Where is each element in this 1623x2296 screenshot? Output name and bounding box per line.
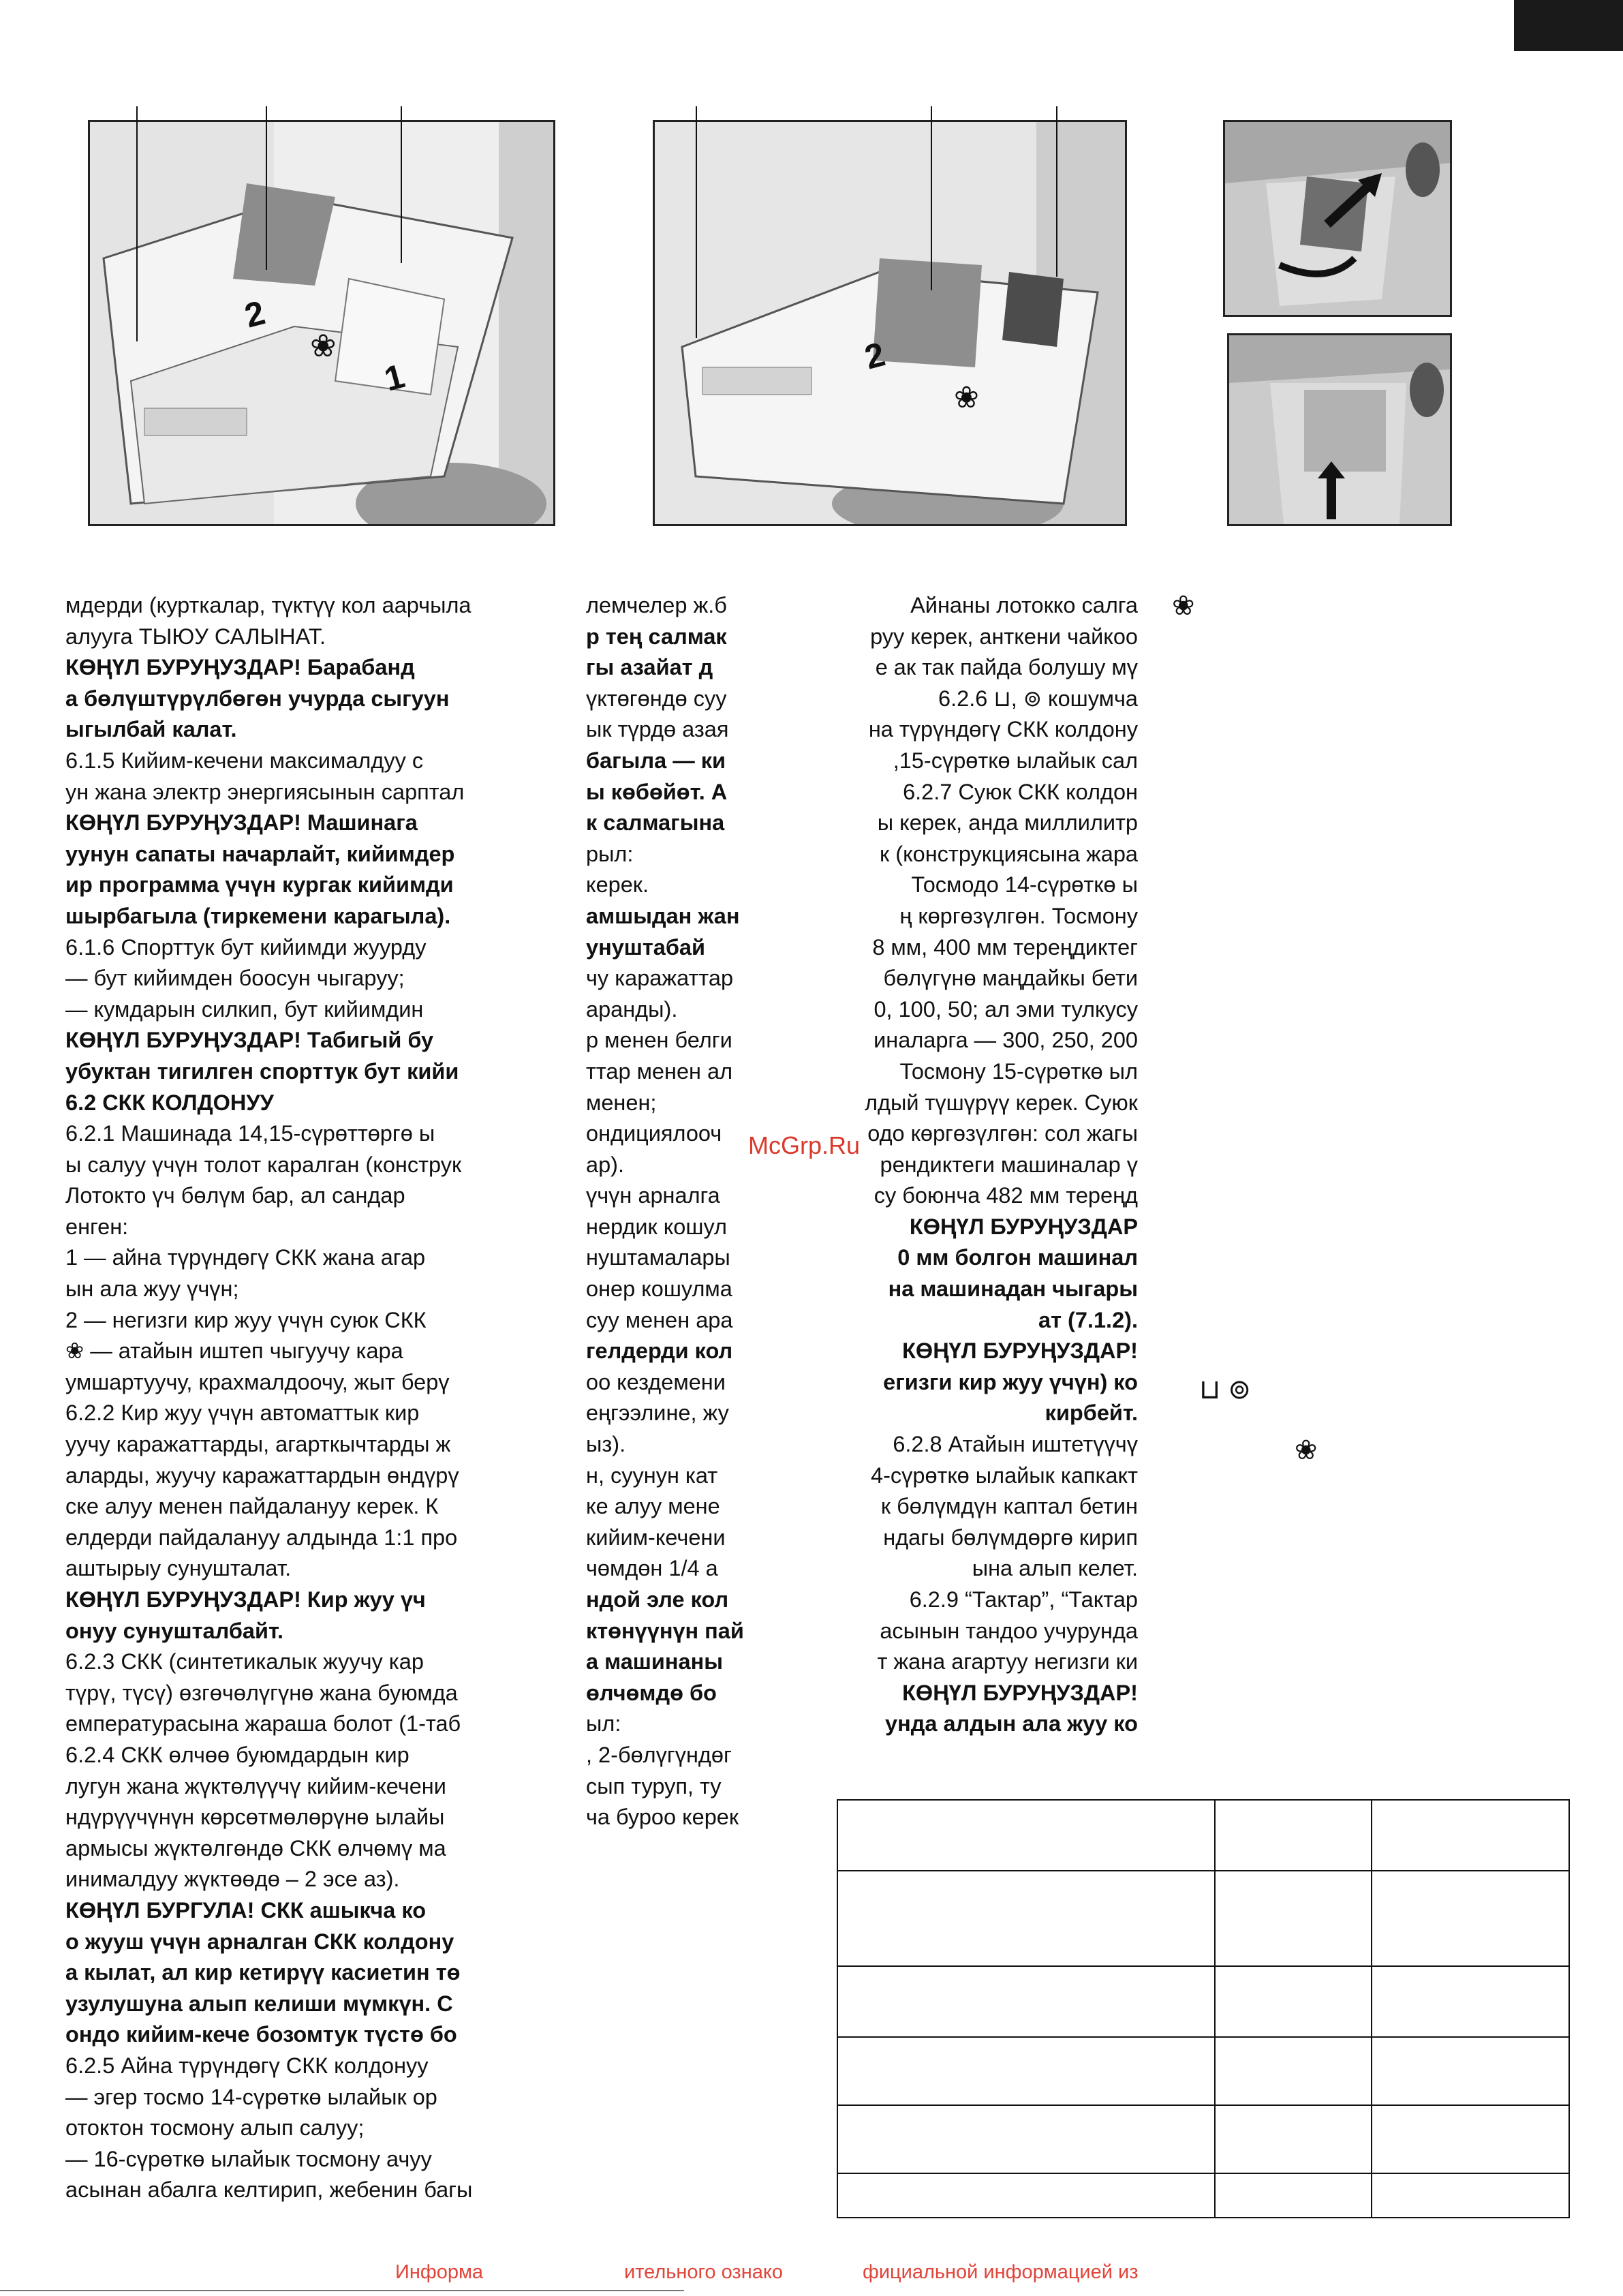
softener-flower-icon: ❀ [1172,591,1195,621]
text-line: — 16-сүрөткө ылайык тосмону ачуу [65,2146,432,2171]
softener-flower-icon: ❀ [1295,1435,1318,1465]
table-cell [1372,2037,1569,2105]
table-cell [1215,2173,1372,2218]
table-cell [1372,1871,1569,1966]
text-line: 2 — негизги кир жуу үчүн суюк СКК [65,1307,427,1332]
text-line: ❀ — атайын иштеп чыгуучу кара [65,1338,403,1364]
text-line: ат (7.1.2). [1038,1307,1138,1332]
text-line: рыл: [586,841,634,866]
footer-text-2: ительного ознако [624,2261,784,2283]
leader-line [696,106,697,338]
text-line: суу менен ара [586,1307,733,1332]
text-line: ндүрүүчүнүн көрсөтмөлөрүнө ылайы [65,1805,445,1830]
text-line: ондициялооч [586,1121,722,1146]
text-line: аранды). [586,996,678,1022]
text-line: ча буроо керек [586,1805,739,1830]
text-line: аларды, жуучу каражаттардын өндүрү [65,1463,459,1488]
leader-line [136,106,138,341]
table-cell [1215,2037,1372,2105]
text-line: керек. [586,872,649,898]
table-cell [1215,1800,1372,1871]
table-cell [837,1800,1215,1871]
table-cell [1372,1800,1569,1871]
text-line: үктөгөндө суу [586,686,727,711]
prewash-symbols-icon: ⊔ ⊚ [1199,1375,1251,1405]
text-line: к бөлүмдүн каптал бетин [880,1494,1138,1519]
table-cell [837,1871,1215,1966]
text-line: уучу каражаттарды, агарткычтарды ж [65,1432,451,1457]
text-line: е ак так пайда болушу мү [875,655,1138,680]
text-line: к салмагына [586,810,725,836]
text-line: оо кездемени [586,1369,726,1394]
text-line: егизги кир жуу үчүн) ко [883,1369,1138,1394]
leader-line [931,106,932,290]
text-line: иналарга — 300, 250, 200 [874,1028,1138,1053]
text-line: асынан абалга келтирип, жебенин багы [65,2177,473,2203]
table-cell [837,2105,1215,2173]
figure-label-softener-symbol: ❀ [310,328,337,363]
text-line: одо көргөзүлгөн: сол жагы [867,1121,1138,1146]
table-cell [1372,2173,1569,2218]
figure-insert-installation [1227,333,1452,526]
text-line: а бөлүштүрүлбөгөн учурда сыгуун [65,686,450,711]
text-line: онуу сунушталбайт. [65,1618,284,1643]
text-line: менен; [586,1090,657,1115]
text-line: нердик кошул [586,1214,727,1239]
text-column-1 [65,590,501,2206]
text-line: ң көргөзүлгөн. Тосмону [899,903,1138,928]
text-line: үчүн арналга [586,1183,720,1208]
text-line: ар). [586,1152,625,1177]
text-line: узулушуна алып келиши мүмкүн. С [65,1991,453,2016]
text-line: ндой эле кол [586,1587,729,1612]
text-line: нуштамалары [586,1245,730,1270]
text-line: рендиктеги машиналар ү [880,1152,1138,1177]
text-line: унда алдын ала жуу ко [885,1711,1138,1736]
text-line: 6.2.9 “Тактар”, “Тактар [909,1587,1138,1612]
text-line: КӨҢҮЛ БУРУҢУЗДАР! Барабанд [65,655,415,680]
text-line: ы керек, анда миллилитр [877,810,1138,836]
text-line: ун жана электр энергиясынын сарптал [65,779,465,804]
text-line: — бут кийимден боосун чыгаруу; [65,966,405,991]
text-line: 6.2.5 Айна түрүндөгү СКК колдонуу [65,2053,429,2078]
text-line: т жана агартуу негизги ки [877,1649,1138,1674]
text-line: 0, 100, 50; ал эми тулкусу [874,996,1138,1022]
text-line: уунун сапаты начарлайт, кийимдер [65,841,455,866]
table-cell [837,2173,1215,2218]
text-line: — кумдарын силкип, бут кийимдин [65,996,424,1022]
text-line: өлчөмдө бо [586,1680,717,1705]
text-line: 6.2.8 Атайын иштетүүчү [893,1432,1138,1457]
text-line: р тең салмак [586,624,727,649]
text-line: 6.2.7 Суюк СКК колдон [903,779,1138,804]
figure-label-compartment-2: 2 [241,293,269,335]
text-line: ык түрдө азая [586,717,729,742]
text-line: су боюнча 482 мм тереңд [874,1183,1138,1208]
text-line: КӨҢҮЛ БУРУҢУЗДАР! [902,1680,1138,1705]
text-line: ттар менен ал [586,1058,733,1084]
text-line: 6.1.6 Спорттук бут кийимди жуурду [65,934,427,960]
text-line: , 2-бөлүгүндөг [586,1742,732,1767]
text-line: Лотокто үч бөлүм бар, ал сандар [65,1183,405,1208]
text-line: руу керек, анткени чайкоо [870,624,1138,649]
text-line: инималдуу жүктөөдө – 2 эсе аз). [65,1867,400,1892]
text-line: бөлүгүнө маңдайкы бети [883,966,1138,991]
figure-insert-removal [1223,120,1452,317]
text-line: лдый түшүрүү керек. Суюк [865,1090,1138,1115]
text-line: багыла — ки [586,748,726,773]
text-line: а машинаны [586,1649,723,1674]
text-line: убуктан тигилген спорттук бут кийи [65,1058,459,1084]
text-line: Тосмодо 14-сүрөткө ы [911,872,1138,898]
text-line: гелдерди кол [586,1338,733,1364]
figure-label-softener-symbol: ❀ [954,381,979,414]
text-line: на машинадан чыгары [888,1276,1138,1302]
text-line: КӨҢҮЛ БУРУҢУЗДАР! [902,1338,1138,1364]
text-line: на түрүндөгү СКК колдону [868,717,1138,742]
text-line: ске алуу менен пайдалануу керек. К [65,1494,439,1519]
text-line: КӨҢҮЛ БУРГУЛА! СКК ашыкча ко [65,1897,427,1923]
text-line: 6.2.6 ⊔, ⊚ кошумча [938,686,1138,711]
text-line: аштырыу сунушталат. [65,1556,292,1581]
text-line: а кылат, ал кир кетирүү касиетин тө [65,1960,461,1985]
text-column-3 [852,590,1138,1740]
table-cell [1215,1966,1372,2037]
figure-label-compartment-1: 1 [380,356,409,399]
text-line: 8 мм, 400 мм тереңдиктег [872,934,1138,960]
text-line: ын ала жуу үчүн; [65,1276,239,1302]
reference-table [837,1799,1570,2218]
text-line: 6.2.3 СКК (синтетикалык жуучу кар [65,1649,424,1674]
text-column-2 [586,590,779,1833]
footer-text-1: Информа [395,2261,484,2283]
text-line: чөмдөн 1/4 а [586,1556,718,1581]
text-line: 4-сүрөткө ылайык капкакт [871,1463,1138,1488]
text-line: о жууш үчүн арналган СКК колдону [65,1929,454,1954]
text-line: еңгээлине, жу [586,1400,729,1426]
page-tab-marker [1514,0,1623,51]
text-line: шырбагыла (тиркемени карагыла). [65,903,451,928]
text-line: лемчелер ж.б [586,593,727,617]
leader-line [401,106,402,263]
text-line: ыгылбай калат. [65,717,237,742]
text-line: 6.2.1 Машинада 14,15-сүрөттөргө ы [65,1121,435,1146]
figure-label-compartment-2: 2 [861,335,889,377]
footer-text-3: фициальной информацией из [863,2261,1139,2283]
text-line: умшартуучу, крахмалдоочу, жыт берү [65,1369,450,1394]
footer-rule [0,2290,684,2291]
text-line: ир программа үчүн кургак кийимди [65,872,454,898]
text-line: чу каражаттар [586,966,734,991]
text-line: кийим-кечени [586,1525,726,1550]
text-line: 6.2.4 СКК өлчөө буюмдардын кир [65,1742,409,1767]
text-line: ке алуу мене [586,1494,720,1519]
text-line: асынын тандоо учурунда [880,1618,1138,1643]
text-line: ына алып келет. [972,1556,1138,1581]
text-line: кирбейт. [1045,1400,1138,1426]
watermark: McGrp.Ru [748,1131,861,1159]
text-line: гы азайат д [586,655,713,680]
text-line: КӨҢҮЛ БУРУҢУЗДАР! Табигый бу [65,1028,434,1053]
text-line: ыз). [586,1432,626,1457]
text-line: онер кошулма [586,1276,732,1302]
text-line: енген: [65,1214,129,1239]
text-line: н, суунун кат [586,1463,718,1488]
figure-detergent-drawer-left [88,120,555,526]
table-cell [837,1966,1215,2037]
text-line: лугун жана жүктөлүүчү кийим-кечени [65,1773,446,1798]
text-line: 6.1.5 Кийим-кечени максималдуу с [65,748,424,773]
text-line: — эгер тосмо 14-сүрөткө ылайык ор [65,2084,437,2109]
table-cell [837,2037,1215,2105]
text-line: амшыдан жан [586,903,740,928]
text-line: ы салуу үчүн толот каралган (конструк [65,1152,462,1177]
text-line: ы көбөйөт. А [586,779,728,804]
text-line: ыл: [586,1711,621,1736]
text-line: Айнаны лотокко салга [910,593,1138,617]
text-line: елдерди пайдалануу алдында 1:1 про [65,1525,458,1550]
text-line: КӨҢҮЛ БУРУҢУЗДАР! Кир жуу үч [65,1587,426,1612]
text-line: 0 мм болгон машинал [897,1245,1138,1270]
leader-line [266,106,267,270]
text-line: к (конструкциясына жара [880,841,1138,866]
text-line: КӨҢҮЛ БУРУҢУЗДАР [909,1214,1138,1239]
text-line: 6.2.2 Кир жуу үчүн автоматтык кир [65,1400,420,1426]
text-line: Тосмону 15-сүрөткө ыл [899,1058,1138,1084]
text-line: емпературасына жараша болот (1-таб [65,1711,461,1736]
table-cell [1215,1871,1372,1966]
table-cell [1372,1966,1569,2037]
text-line: түрү, түсү) өзгөчөлүгүнө жана буюмда [65,1680,458,1705]
text-line: мдерди (курткалар, түктүү кол аарчыла [65,593,472,617]
text-line: алууга ТЫЮУ САЛЫНАТ. [65,624,326,649]
table-cell [1215,2105,1372,2173]
text-line: 1 — айна түрүндөгү СКК жана агар [65,1245,426,1270]
text-line: отоктон тосмону алып салуу; [65,2115,365,2141]
text-line: р менен белги [586,1028,732,1053]
text-line: ондо кийим-кече бозомтук түстө бо [65,2022,457,2047]
text-line: армысы жүктөлгөндө СКК өлчөмү ма [65,1835,446,1861]
text-line: ,15-сүрөткө ылайык сал [893,748,1138,773]
text-line: сып туруп, ту [586,1773,722,1798]
table-cell [1372,2105,1569,2173]
text-line: 6.2 СКК КОЛДОНУУ [65,1090,274,1115]
text-line: ндагы бөлүмдөргө кирип [883,1525,1138,1550]
text-line: КӨҢҮЛ БУРУҢУЗДАР! Машинага [65,810,418,836]
text-line: ктөнүүнүн пай [586,1618,744,1643]
text-line: унуштабай [586,934,705,960]
leader-line [1056,106,1057,277]
